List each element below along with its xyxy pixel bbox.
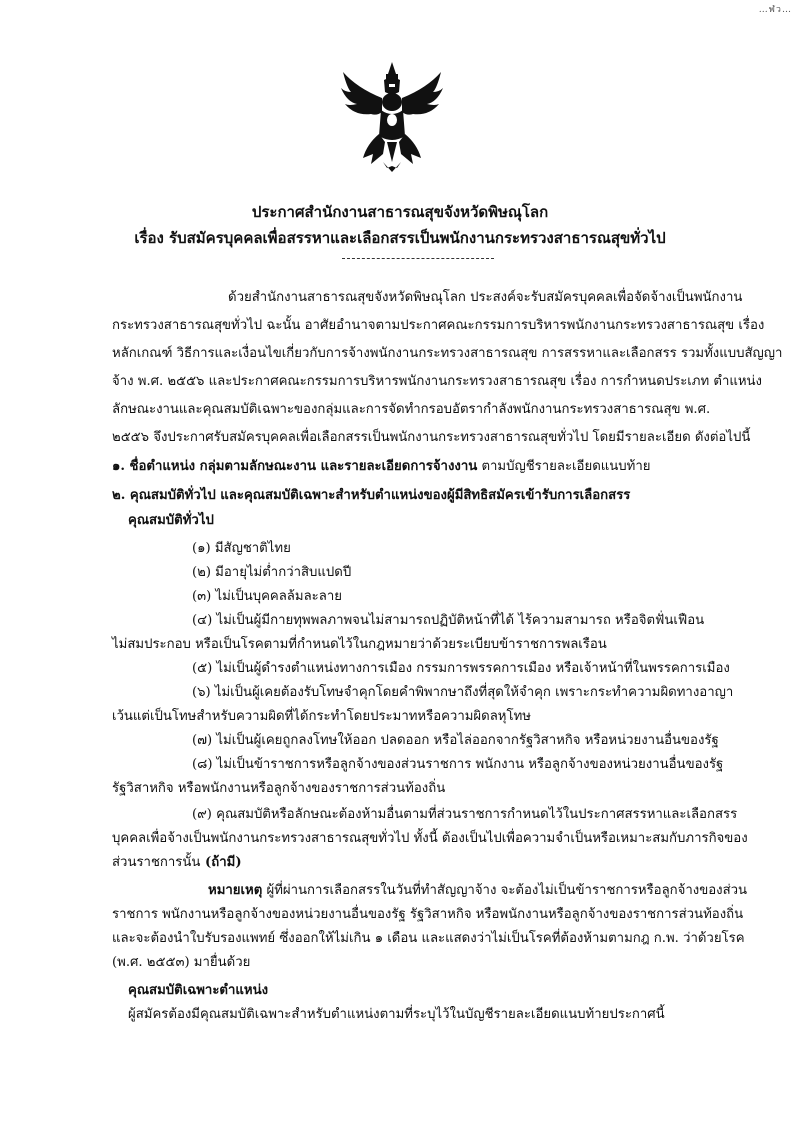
general-qualifications-heading: คุณสมบัติทั่วไป: [128, 513, 214, 528]
intro-line: ลักษณะงานและคุณสมบัติเฉพาะของกลุ่มและการจัดทำกรอบอัตรากำลังพนักงานกระทรวงสาธารณสุข พ.ศ.: [112, 402, 711, 417]
intro-line: กระทรวงสาธารณสุขทั่วไป ฉะนั้น อาศัยอำนาจตามประกาศคณะกรรมการบริหารพนักงานกระทรวงสาธารณสุข เรื่อง: [112, 318, 765, 333]
intro-line: ๒๕๕๖ จึงประกาศรับสมัครบุคคลเพื่อเลือกสรรเป็นพนักงานกระทรวงสาธารณสุขทั่วไป โดยมีรายละเอียด ดังต่อไปนี้: [112, 430, 751, 445]
title-divider: [342, 258, 494, 259]
note-text: ผู้ที่ผ่านการเลือกสรรในวันที่ทำสัญญาจ้าง จะต้องไม่เป็นข้าราชการหรือลูกจ้างของส่วน: [262, 883, 748, 898]
corner-mark: …ฬว…: [758, 5, 792, 15]
section-1-heading: ๑. ชื่อตำแหน่ง กลุ่มตามลักษณะงาน และรายละเอียดการจ้างงาน: [112, 459, 478, 474]
intro-line: หลักเกณฑ์ วิธีการและเงื่อนไขเกี่ยวกับการจ้างพนักงานกระทรวงสาธารณสุข การสรรหาและเลือกสรร รวมทั้งแบบสัญญา: [112, 346, 783, 361]
intro-line: จ้าง พ.ศ. ๒๕๕๖ และประกาศคณะกรรมการบริหารพนักงานกระทรวงสาธารณสุข เรื่อง การกำหนดประเภท ตำแหน่ง: [112, 374, 762, 389]
qualification-item: (๒) มีอายุไม่ต่ำกว่าสิบแปดปี: [192, 565, 352, 580]
qualification-item-continued: ไม่สมประกอบ หรือเป็นโรคตามที่กำหนดไว้ในกฎหมายว่าด้วยระเบียบข้าราชการพลเรือน: [112, 637, 607, 652]
qualification-item: (๗) ไม่เป็นผู้เคยถูกลงโทษให้ออก ปลดออก หรือไล่ออกจากรัฐวิสาหกิจ หรือหน่วยงานอื่นของรัฐ: [192, 733, 719, 748]
if-any-label: (ถ้ามี): [200, 855, 242, 870]
qualification-item: (๘) ไม่เป็นข้าราชการหรือลูกจ้างของส่วนราชการ พนักงาน หรือลูกจ้างของหน่วยงานอื่นของรัฐ: [192, 757, 724, 772]
note-line: และจะต้องนำใบรับรองแพทย์ ซึ่งออกให้ไม่เกิน ๑ เดือน และแสดงว่าไม่เป็นโรคที่ต้องห้ามตามกฎ ก.พ. ว่าด้วยโรค: [112, 931, 745, 946]
announcement-subject: เรื่อง รับสมัครบุคคลเพื่อสรรหาและเลือกสรรเป็นพนักงานกระทรวงสาธารณสุขทั่วไป: [134, 229, 666, 247]
section-2-heading: ๒. คุณสมบัติทั่วไป และคุณสมบัติเฉพาะสำหรับตำแหน่งของผู้มีสิทธิสมัครเข้ารับการเลือกสรร: [112, 488, 631, 503]
qualification-item-continued: รัฐวิสาหกิจ หรือพนักงานหรือลูกจ้างของราชการส่วนท้องถิ่น: [112, 781, 446, 796]
note-label: หมายเหตุ: [208, 883, 263, 898]
qualification-item: (๙) คุณสมบัติหรือลักษณะต้องห้ามอื่นตามที่ส่วนราชการกำหนดไว้ในประกาศสรรหาและเลือกสรร: [192, 807, 738, 822]
qualification-item: (๕) ไม่เป็นผู้ดำรงตำแหน่งทางการเมือง กรรมการพรรคการเมือง หรือเจ้าหน้าที่ในพรรคการเมือง: [192, 661, 730, 676]
specific-qualifications-heading: คุณสมบัติเฉพาะตำแหน่ง: [128, 983, 269, 998]
garuda-emblem-icon: [337, 58, 447, 178]
section-1-tail: ตามบัญชีรายละเอียดแนบท้าย: [477, 459, 651, 474]
specific-qualifications-text: ผู้สมัครต้องมีคุณสมบัติเฉพาะสำหรับตำแหน่งตามที่ระบุไว้ในบัญชีรายละเอียดแนบท้ายประกาศนี้: [128, 1007, 665, 1022]
qualification-item-text: ส่วนราชการนั้น: [112, 855, 201, 870]
qualification-item-continued: บุคคลเพื่อจ้างเป็นพนักงานกระทรวงสาธารณสุขทั่วไป ทั้งนี้ ต้องเป็นไปเพื่อความจำเป็นหรือเหมาะสมกับภารกิจของ: [112, 831, 748, 846]
note-line: ราชการ พนักงานหรือลูกจ้างของหน่วยงานอื่นของรัฐ รัฐวิสาหกิจ หรือพนักงานหรือลูกจ้างของราชการส่วนท้องถิ่น: [112, 907, 744, 922]
qualification-item: (๓) ไม่เป็นบุคคลล้มละลาย: [192, 589, 342, 604]
qualification-item: (๖) ไม่เป็นผู้เคยต้องรับโทษจำคุกโดยคำพิพากษาถึงที่สุดให้จำคุก เพราะกระทำความผิดทางอาญา: [192, 685, 734, 700]
qualification-item-continued: เว้นแต่เป็นโทษสำหรับความผิดที่ได้กระทำโดยประมาทหรือความผิดลหุโทษ: [112, 709, 531, 724]
qualification-item-continued: [112, 854, 242, 872]
note-line: (พ.ศ. ๒๕๕๓) มายื่นด้วย: [112, 955, 251, 970]
announcement-title: ประกาศสำนักงานสาธารณสุขจังหวัดพิษณุโลก: [251, 203, 549, 221]
intro-line: ด้วยสำนักงานสาธารณสุขจังหวัดพิษณุโลก ประสงค์จะรับสมัครบุคคลเพื่อจัดจ้างเป็นพนักงาน: [228, 290, 743, 305]
qualification-item: (๑) มีสัญชาติไทย: [192, 541, 291, 556]
note-line: [208, 882, 747, 900]
qualification-item: (๔) ไม่เป็นผู้มีกายทุพพลภาพจนไม่สามารถปฏิบัติหน้าที่ได้ ไร้ความสามารถ หรือจิตฟั่นเฟือน: [192, 613, 705, 628]
section-1: [112, 458, 650, 476]
